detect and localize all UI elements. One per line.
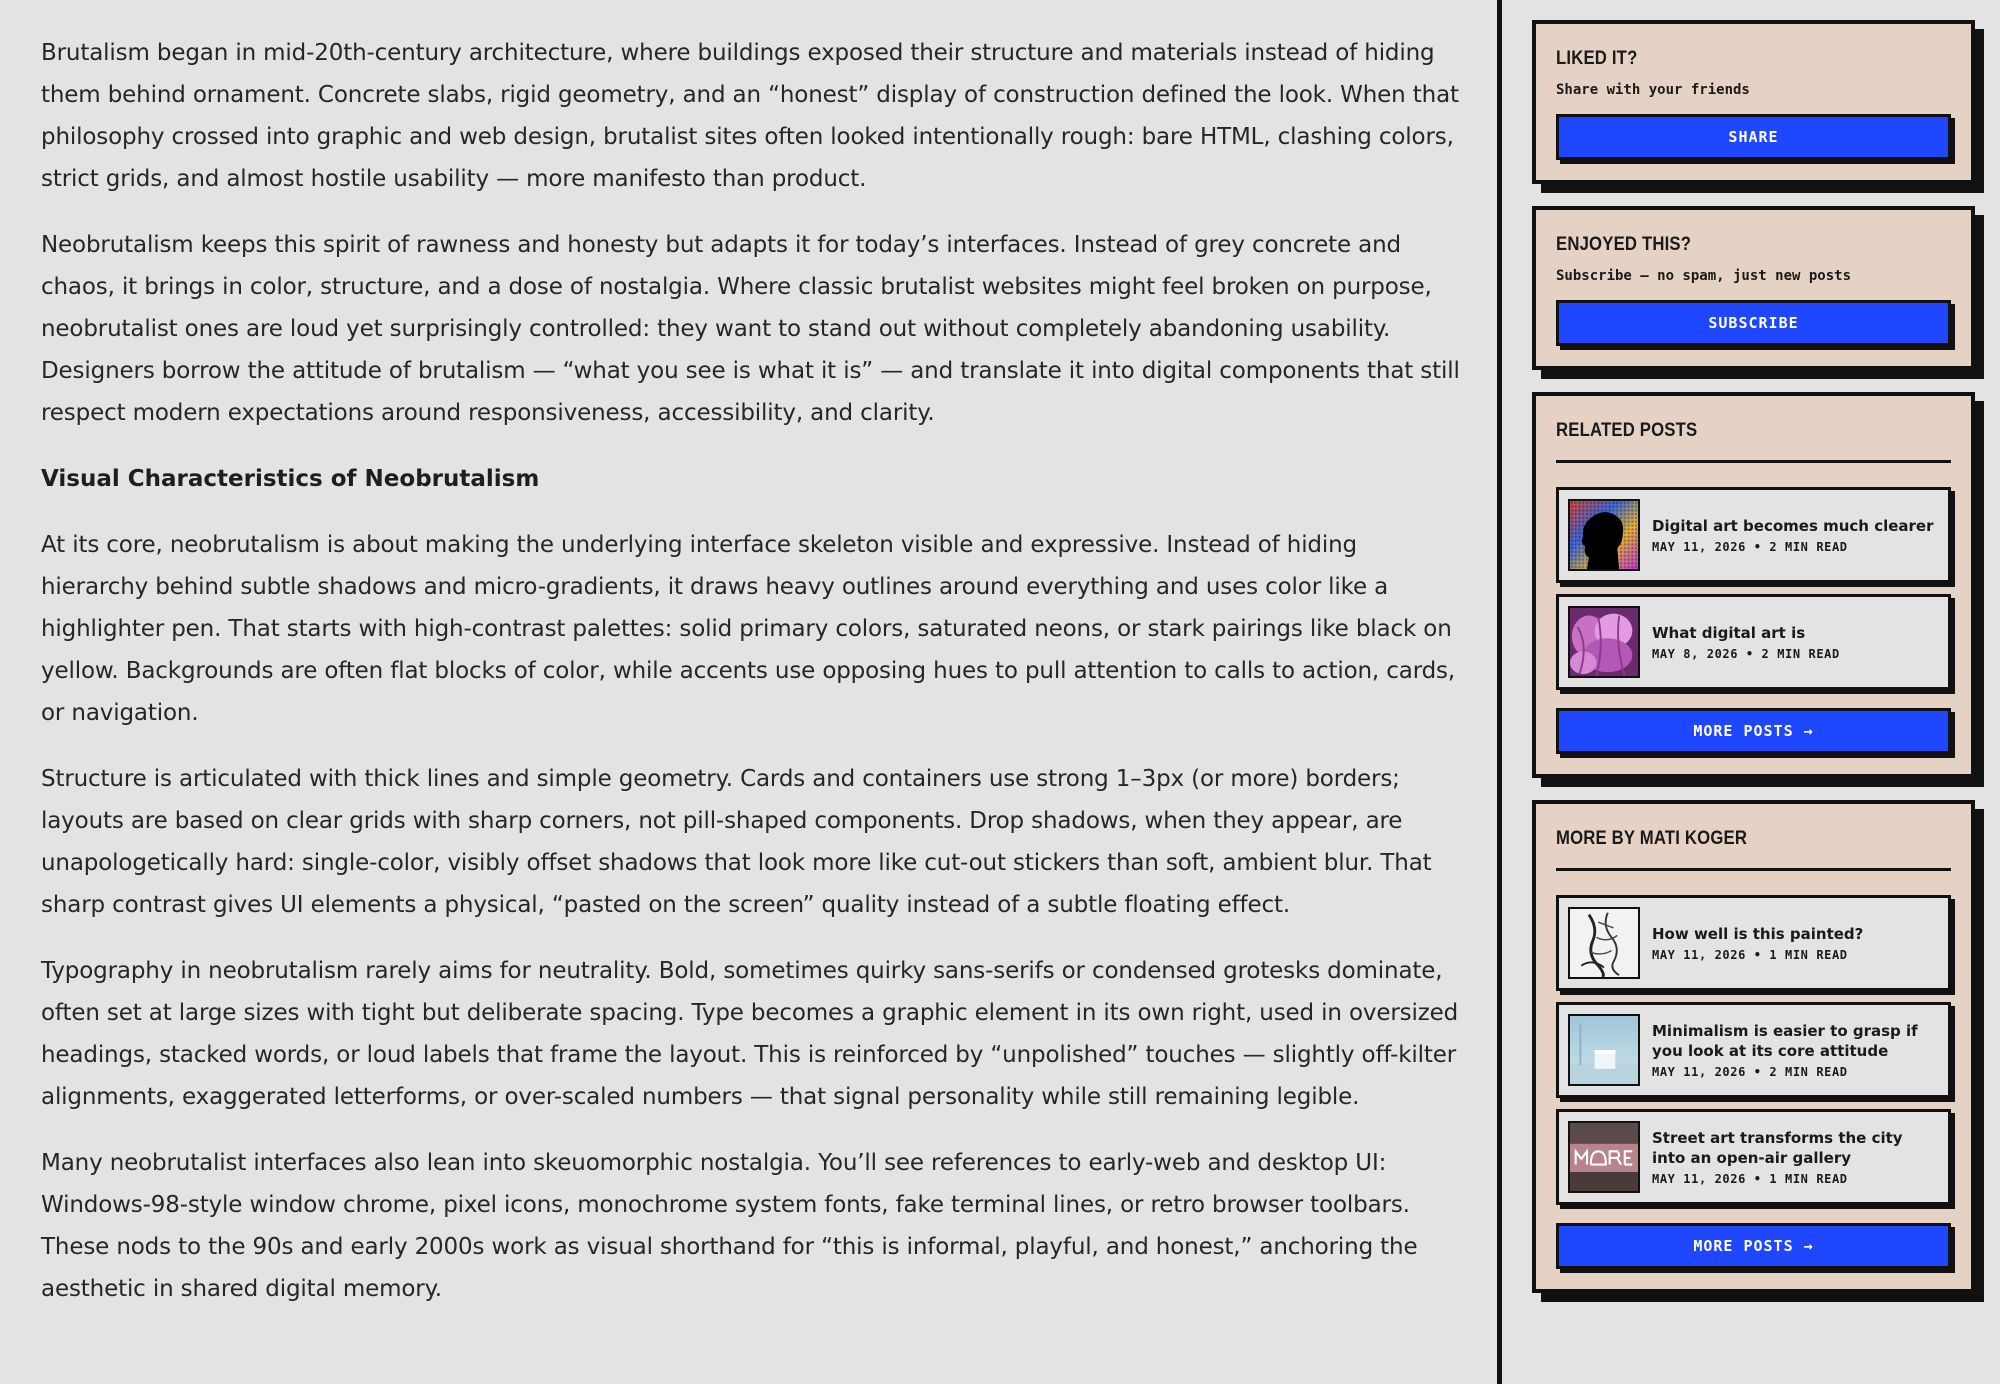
share-card-subtitle: Share with your friends: [1556, 82, 1750, 98]
author-posts-title: MORE BY MATI KOGER: [1556, 828, 1748, 849]
post-thumbnail: [1568, 606, 1640, 678]
post-title: Digital art becomes much clearer: [1652, 517, 1934, 535]
article-paragraph: Neobrutalism keeps this spirit of rawness and honesty but adapts it for today’s interfaces. Instead of grey concrete and chaos, it brings in color, structure, and a dose of nostalgia. Where classic brutalist websites might feel broken on purpose, neobrutalist ones are loud yet surprisingly controlled: they want to stand out without completely abandoning usability. Designers borrow the attitude of brutalism — “what you see is what it is” — and translate it into digital components that still respect modern expectations around responsiveness, accessibility, and clarity.: [41, 232, 1460, 426]
ink-sketch-image-icon: [1570, 909, 1638, 977]
author-posts-rule: [1556, 868, 1951, 871]
post-card-digital-art-clearer[interactable]: [1556, 487, 1951, 583]
minimal-room-image-icon: [1570, 1016, 1638, 1084]
street-art-image-icon: [1570, 1123, 1638, 1191]
post-text: [1652, 1021, 1938, 1079]
post-meta: MAY 11, 2026 • 2 MIN READ: [1652, 540, 1848, 554]
related-posts-card: [1532, 392, 1975, 778]
column-divider: [1497, 0, 1502, 1384]
post-text: [1652, 1128, 1938, 1186]
related-posts-rule: [1556, 460, 1951, 463]
section-heading: Visual Characteristics of Neobrutalism: [41, 466, 540, 492]
post-thumbnail: [1568, 499, 1640, 571]
share-card-title: LIKED IT?: [1556, 48, 1638, 69]
article-paragraph: Structure is articulated with thick lines and simple geometry. Cards and containers use strong 1–3px (or more) borders; layouts are based on clear grids with sharp corners, not pill-shaped components. Drop shadows, when they appear, are unapologetically hard: single-color, visibly offset shadows that look more like cut-out stickers than soft, ambient blur. That sharp contrast gives UI elements a physical, “pasted on the screen” quality instead of a subtle floating effect.: [41, 766, 1432, 918]
article-paragraph: Many neobrutalist interfaces also lean into skeuomorphic nostalgia. You’ll see references to early-web and desktop UI: Windows-98-style window chrome, pixel icons, monochrome system fonts, fake terminal lines, or retro browser toolbars. These nods to the 90s and early 2000s work as visual shorthand for “this is informal, playful, and honest,” anchoring the aesthetic in shared digital memory.: [41, 1150, 1418, 1302]
post-meta: MAY 11, 2026 • 1 MIN READ: [1652, 948, 1848, 962]
article-body: [41, 32, 1461, 1334]
article-paragraph: Typography in neobrutalism rarely aims for neutrality. Bold, sometimes quirky sans-serifs or condensed grotesks dominate, often set at large sizes with tight but deliberate spacing. Type becomes a graphic element in its own right, used in oversized headings, stacked words, or loud labels that frame the layout. This is reinforced by “unpolished” touches — slightly off-kilter alignments, exaggerated letterforms, or over-scaled numbers — that signal personality while still remaining legible.: [41, 958, 1459, 1110]
post-thumbnail: [1568, 1014, 1640, 1086]
post-title: What digital art is: [1652, 624, 1806, 642]
subscribe-card: [1532, 206, 1975, 370]
related-posts-title: RELATED POSTS: [1556, 420, 1698, 441]
post-title: Street art transforms the city into an open-air gallery: [1652, 1129, 1903, 1167]
post-thumbnail: [1568, 907, 1640, 979]
post-card-street-art[interactable]: [1556, 1109, 1951, 1205]
post-meta: MAY 11, 2026 • 2 MIN READ: [1652, 1065, 1848, 1079]
author-posts-card: [1532, 800, 1975, 1293]
post-title: Minimalism is easier to grasp if you look at its core attitude: [1652, 1022, 1918, 1060]
sidebar: [1532, 20, 1975, 1315]
article-paragraph: Brutalism began in mid-20th-century architecture, where buildings exposed their structure and materials instead of hiding them behind ornament. Concrete slabs, rigid geometry, and an “honest” display of construction defined the look. When that philosophy crossed into graphic and web design, brutalist sites often looked intentionally rough: bare HTML, clashing colors, strict grids, and almost hostile usability — more manifesto than product.: [41, 40, 1459, 192]
related-more-posts-button[interactable]: MORE POSTS →: [1556, 708, 1951, 754]
post-text: [1652, 924, 1938, 962]
author-more-posts-button[interactable]: MORE POSTS →: [1556, 1223, 1951, 1269]
share-button[interactable]: SHARE: [1556, 114, 1951, 160]
subscribe-card-subtitle: Subscribe — no spam, just new posts: [1556, 268, 1852, 284]
post-card-what-digital-art-is[interactable]: [1556, 594, 1951, 690]
post-text: [1652, 623, 1938, 661]
post-card-minimalism[interactable]: [1556, 1002, 1951, 1098]
post-card-how-well-painted[interactable]: [1556, 895, 1951, 991]
post-title: How well is this painted?: [1652, 925, 1864, 943]
post-meta: MAY 8, 2026 • 2 MIN READ: [1652, 647, 1840, 661]
article-paragraph: At its core, neobrutalism is about making the underlying interface skeleton visible and expressive. Instead of hiding hierarchy behind subtle shadows and micro-gradients, it draws heavy outlines around everything and uses color like a highlighter pen. That starts with high-contrast palettes: solid primary colors, saturated neons, or stark pairings like black on yellow. Backgrounds are often flat blocks of color, while accents use opposing hues to pull attention to calls to action, cards, or navigation.: [41, 532, 1456, 726]
post-thumbnail: [1568, 1121, 1640, 1193]
pink-coral-image-icon: [1570, 608, 1638, 676]
subscribe-card-title: ENJOYED THIS?: [1556, 234, 1692, 255]
subscribe-button[interactable]: SUBSCRIBE: [1556, 300, 1951, 346]
silhouette-portrait-icon: [1570, 501, 1638, 569]
post-meta: MAY 11, 2026 • 1 MIN READ: [1652, 1172, 1848, 1186]
share-card: [1532, 20, 1975, 184]
post-text: [1652, 516, 1938, 554]
